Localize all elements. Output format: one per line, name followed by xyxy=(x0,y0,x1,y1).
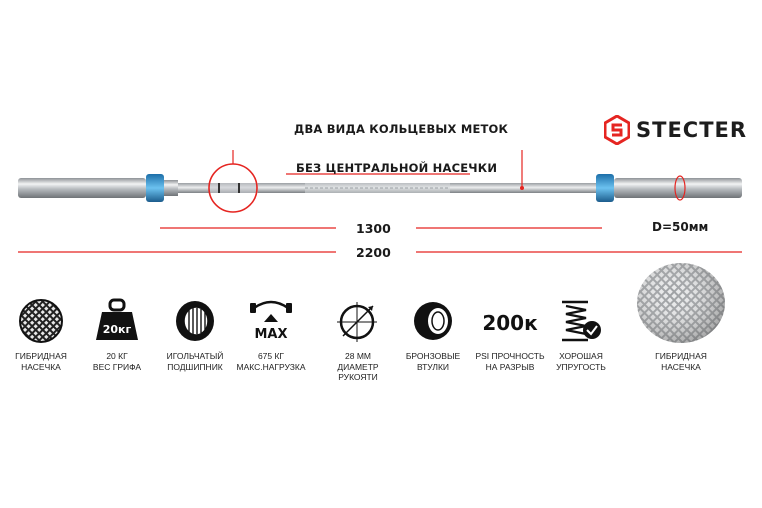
feature-bearing xyxy=(172,298,218,349)
brand-name: STECTER xyxy=(636,118,748,142)
dim-1300-label: 1300 xyxy=(356,221,391,236)
max-load-icon xyxy=(248,298,294,344)
knurl-closeup-icon xyxy=(636,262,726,344)
feature-diameter-label: 28 ММ ДИАМЕТР РУКОЯТИ xyxy=(337,351,379,382)
feature-bushing xyxy=(410,298,456,349)
feature-bushing-label: БРОНЗОВЫЕ ВТУЛКИ xyxy=(405,351,461,372)
brand-logo xyxy=(604,112,747,148)
diameter-crosshair-icon xyxy=(335,298,381,344)
feature-max-load-label: 675 КГ МАКС.НАГРУЗКА xyxy=(236,351,306,372)
dim-2200-label: 2200 xyxy=(356,245,391,260)
feature-psi xyxy=(480,298,540,344)
left-collar xyxy=(146,174,164,202)
feature-diameter xyxy=(335,298,381,349)
left-sleeve xyxy=(18,178,146,198)
feature-weight xyxy=(94,298,140,349)
kettle-weight-icon xyxy=(94,298,140,344)
stecter-logo-icon xyxy=(604,115,630,145)
knurling-disc-icon xyxy=(18,298,64,344)
feature-weight-label: 20 КГ ВЕС ГРИФА xyxy=(92,351,142,372)
feature-bearing-label: ИГОЛЬЧАТЫЙ ПОДШИПНИК xyxy=(166,351,224,372)
ring-marks-callout: ДВА ВИДА КОЛЬЦЕВЫХ МЕТОК xyxy=(294,122,509,136)
right-sleeve xyxy=(614,178,742,198)
psi-badge: 200к xyxy=(482,311,538,335)
feature-knurl-closeup xyxy=(636,262,726,349)
feature-knurling-label: ГИБРИДНАЯ НАСЕЧКА xyxy=(15,351,67,372)
psi-strength-icon xyxy=(480,298,540,344)
no-center-knurl-callout: БЕЗ ЦЕНТРАЛЬНОЙ НАСЕЧКИ xyxy=(296,161,498,175)
max-badge: MAX xyxy=(254,327,288,342)
feature-psi-label: PSI ПРОЧНОСТЬ НА РАЗРЫВ xyxy=(475,351,545,372)
needle-bearing-icon xyxy=(172,298,218,344)
feature-elasticity xyxy=(558,298,604,349)
feature-knurling xyxy=(18,298,64,349)
feature-max-load xyxy=(248,298,294,349)
right-collar xyxy=(596,174,614,202)
weight-badge: 20кг xyxy=(102,323,132,336)
feature-elasticity-label: ХОРОШАЯ УПРУГОСТЬ xyxy=(556,351,606,372)
spring-check-icon xyxy=(558,298,604,344)
bronze-bushing-icon xyxy=(410,298,456,344)
sleeve-diameter-label: D=50мм xyxy=(652,220,709,234)
feature-knurl-closeup-label: ГИБРИДНАЯ НАСЕЧКА xyxy=(655,351,707,372)
